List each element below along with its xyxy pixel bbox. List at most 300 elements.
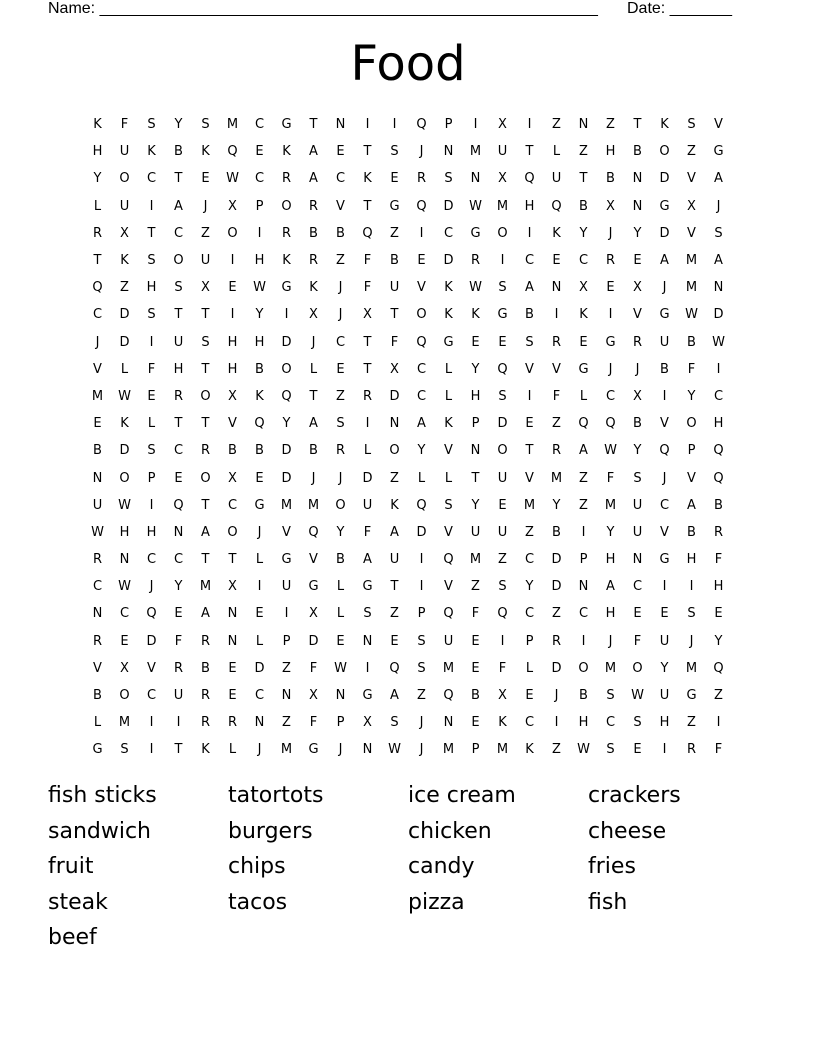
grid-letter: I <box>149 334 154 350</box>
grid-letter: T <box>363 198 372 214</box>
grid-letter: D <box>119 307 130 323</box>
grid-letter: L <box>552 144 561 160</box>
grid-letter: K <box>309 280 318 296</box>
grid-letter: O <box>200 388 211 404</box>
grid-letter: S <box>714 225 723 241</box>
grid-letter: T <box>471 470 480 486</box>
grid-letter: Q <box>308 524 319 540</box>
grid-letter: O <box>416 307 427 323</box>
grid-letter: A <box>714 171 723 187</box>
grid-letter: N <box>335 117 346 133</box>
grid-letter: I <box>581 633 586 649</box>
grid-letter: A <box>579 443 588 459</box>
grid-letter: C <box>605 715 616 731</box>
grid-letter: B <box>552 524 561 540</box>
grid-letter: L <box>363 443 372 459</box>
grid-letter: N <box>389 416 400 432</box>
grid-row <box>84 410 732 437</box>
grid-letter: J <box>257 742 262 758</box>
grid-letter: T <box>390 307 399 323</box>
grid-letter: B <box>93 443 102 459</box>
grid-letter: S <box>525 334 534 350</box>
grid-letter: C <box>443 225 454 241</box>
grid-letter: D <box>659 225 670 241</box>
grid-letter: D <box>389 388 400 404</box>
grid-letter: B <box>336 552 345 568</box>
grid-letter: B <box>579 198 588 214</box>
grid-letter: Q <box>605 416 616 432</box>
grid-letter: U <box>470 524 481 540</box>
grid-letter: J <box>662 470 667 486</box>
grid-letter: R <box>227 715 238 731</box>
grid-letter: B <box>579 688 588 704</box>
grid-letter: V <box>525 361 534 377</box>
grid-letter: J <box>662 280 667 296</box>
grid-letter: V <box>525 470 534 486</box>
grid-letter: T <box>201 552 210 568</box>
grid-letter: A <box>417 416 426 432</box>
grid-letter: I <box>365 660 370 676</box>
grid-letter: C <box>254 171 265 187</box>
grid-letter: J <box>149 579 154 595</box>
grid-row <box>84 682 732 709</box>
grid-letter: C <box>578 606 589 622</box>
grid-letter: U <box>551 171 562 187</box>
grid-letter: R <box>686 742 697 758</box>
grid-letter: U <box>173 688 184 704</box>
grid-letter: I <box>176 715 181 731</box>
grid-letter: J <box>608 633 613 649</box>
word-list-item: tatortots <box>228 783 324 808</box>
grid-letter: I <box>662 388 667 404</box>
grid-letter: D <box>659 171 670 187</box>
grid-letter: N <box>443 144 454 160</box>
grid-letter: X <box>363 307 372 323</box>
grid-letter: X <box>228 579 237 595</box>
grid-letter: B <box>687 524 696 540</box>
grid-letter: Q <box>146 606 157 622</box>
grid-letter: T <box>525 144 534 160</box>
grid-letter: I <box>392 117 397 133</box>
grid-letter: M <box>604 497 617 513</box>
grid-letter: X <box>498 171 507 187</box>
grid-letter: D <box>713 307 724 323</box>
word-list-item: ice cream <box>408 783 516 808</box>
grid-letter: N <box>443 715 454 731</box>
grid-letter: O <box>659 144 670 160</box>
grid-letter: V <box>444 524 453 540</box>
grid-letter: T <box>633 117 642 133</box>
grid-letter: V <box>93 361 102 377</box>
grid-letter: Z <box>390 470 399 486</box>
grid-letter: U <box>443 633 454 649</box>
grid-letter: M <box>118 715 131 731</box>
grid-letter: V <box>687 470 696 486</box>
grid-letter: A <box>714 253 723 269</box>
grid-letter: A <box>309 416 318 432</box>
grid-letter: K <box>282 144 291 160</box>
grid-letter: Z <box>201 225 210 241</box>
grid-letter: C <box>146 552 157 568</box>
grid-letter: G <box>659 552 670 568</box>
grid-letter: Z <box>336 253 345 269</box>
grid-letter: I <box>662 742 667 758</box>
grid-letter: S <box>498 579 507 595</box>
grid-letter: Z <box>390 225 399 241</box>
grid-letter: Q <box>443 552 454 568</box>
grid-letter: Z <box>579 497 588 513</box>
grid-letter: W <box>118 497 131 513</box>
grid-letter: B <box>714 497 723 513</box>
grid-letter: G <box>254 497 265 513</box>
grid-letter: K <box>660 117 669 133</box>
grid-letter: C <box>659 497 670 513</box>
grid-letter: T <box>525 443 534 459</box>
grid-letter: S <box>201 334 210 350</box>
grid-letter: H <box>470 388 481 404</box>
grid-letter: U <box>281 579 292 595</box>
grid-row <box>84 383 732 410</box>
grid-letter: T <box>201 361 210 377</box>
grid-letter: G <box>578 361 589 377</box>
grid-letter: A <box>390 524 399 540</box>
grid-letter: M <box>442 742 455 758</box>
grid-letter: K <box>390 497 399 513</box>
grid-letter: W <box>334 660 347 676</box>
grid-letter: Y <box>471 497 480 513</box>
grid-letter: I <box>149 715 154 731</box>
word-list-item: beef <box>48 925 97 951</box>
grid-letter: J <box>257 524 262 540</box>
word-list-item: fish <box>588 889 628 915</box>
grid-letter: S <box>498 280 507 296</box>
grid-letter: I <box>149 742 154 758</box>
grid-letter: C <box>524 606 535 622</box>
grid-letter: J <box>608 361 613 377</box>
grid-letter: N <box>92 470 103 486</box>
grid-letter: J <box>311 470 316 486</box>
grid-letter: N <box>632 552 643 568</box>
grid-letter: R <box>92 633 103 649</box>
grid-letter: G <box>443 334 454 350</box>
grid-row <box>84 628 732 655</box>
grid-letter: M <box>496 742 509 758</box>
grid-letter: A <box>606 579 615 595</box>
grid-letter: N <box>578 117 589 133</box>
grid-letter: B <box>201 660 210 676</box>
grid-letter: L <box>147 416 156 432</box>
grid-letter: L <box>255 633 264 649</box>
grid-letter: Q <box>416 198 427 214</box>
grid-letter: O <box>281 361 292 377</box>
grid-letter: F <box>309 715 318 731</box>
grid-letter: Q <box>443 688 454 704</box>
grid-letter: E <box>417 253 426 269</box>
grid-letter: G <box>659 198 670 214</box>
grid-letter: A <box>174 198 183 214</box>
grid-letter: C <box>146 688 157 704</box>
grid-letter: G <box>308 579 319 595</box>
grid-letter: I <box>419 579 424 595</box>
grid-letter: E <box>174 606 183 622</box>
grid-letter: C <box>227 497 238 513</box>
grid-letter: Y <box>552 497 561 513</box>
grid-letter: J <box>338 280 343 296</box>
word-list <box>48 778 768 956</box>
grid-letter: C <box>524 253 535 269</box>
grid-letter: C <box>254 688 265 704</box>
grid-letter: H <box>659 715 670 731</box>
grid-letter: I <box>527 117 532 133</box>
grid-letter: X <box>687 198 696 214</box>
grid-letter: Q <box>416 117 427 133</box>
grid-letter: N <box>551 280 562 296</box>
grid-letter: F <box>363 253 372 269</box>
grid-letter: R <box>605 253 616 269</box>
grid-letter: W <box>118 579 131 595</box>
grid-letter: I <box>662 579 667 595</box>
grid-letter: F <box>363 280 372 296</box>
grid-row <box>84 464 732 491</box>
grid-letter: K <box>444 307 453 323</box>
grid-letter: R <box>308 198 319 214</box>
grid-letter: K <box>525 742 534 758</box>
grid-letter: J <box>338 307 343 323</box>
grid-letter: F <box>363 524 372 540</box>
page-title: Food <box>350 36 466 92</box>
grid-letter: J <box>419 742 424 758</box>
grid-letter: D <box>443 253 454 269</box>
word-list-item: fries <box>588 854 636 880</box>
grid-letter: U <box>362 497 373 513</box>
grid-letter: M <box>685 253 698 269</box>
grid-letter: S <box>201 117 210 133</box>
grid-letter: I <box>554 715 559 731</box>
grid-letter: X <box>309 688 318 704</box>
grid-letter: H <box>146 280 157 296</box>
grid-letter: I <box>419 552 424 568</box>
grid-letter: H <box>578 715 589 731</box>
grid-letter: Y <box>633 225 642 241</box>
grid-letter: E <box>498 334 507 350</box>
grid-letter: R <box>200 688 211 704</box>
grid-letter: E <box>147 388 156 404</box>
grid-letter: R <box>281 225 292 241</box>
grid-letter: T <box>390 579 399 595</box>
grid-letter: A <box>363 552 372 568</box>
grid-letter: Z <box>336 388 345 404</box>
grid-letter: B <box>228 443 237 459</box>
grid-letter: D <box>281 443 292 459</box>
grid-letter: U <box>200 253 211 269</box>
grid-letter: L <box>228 742 237 758</box>
grid-letter: M <box>550 470 563 486</box>
grid-letter: I <box>284 307 289 323</box>
grid-letter: H <box>119 524 130 540</box>
grid-letter: O <box>497 443 508 459</box>
grid-letter: X <box>228 198 237 214</box>
grid-letter: H <box>227 334 238 350</box>
grid-letter: V <box>552 361 561 377</box>
grid-row <box>84 165 732 192</box>
grid-letter: S <box>147 253 156 269</box>
grid-letter: S <box>687 117 696 133</box>
grid-letter: V <box>282 524 291 540</box>
grid-letter: F <box>309 660 318 676</box>
grid-letter: E <box>93 416 102 432</box>
grid-letter: C <box>416 388 427 404</box>
grid-letter: E <box>525 416 534 432</box>
grid-letter: T <box>174 416 183 432</box>
grid-letter: R <box>200 633 211 649</box>
grid-letter: M <box>604 660 617 676</box>
grid-letter: J <box>419 715 424 731</box>
grid-letter: C <box>173 552 184 568</box>
grid-letter: U <box>659 633 670 649</box>
grid-letter: Z <box>579 144 588 160</box>
grid-letter: K <box>93 117 102 133</box>
grid-letter: B <box>390 253 399 269</box>
word-list-item: crackers <box>588 783 681 808</box>
grid-letter: I <box>500 253 505 269</box>
grid-letter: E <box>606 280 615 296</box>
grid-letter: E <box>390 171 399 187</box>
grid-letter: F <box>633 633 642 649</box>
grid-letter: K <box>444 416 453 432</box>
grid-letter: V <box>309 552 318 568</box>
grid-letter: S <box>390 715 399 731</box>
grid-letter: S <box>120 742 129 758</box>
grid-letter: V <box>444 579 453 595</box>
grid-letter: D <box>497 416 508 432</box>
grid-letter: A <box>525 280 534 296</box>
grid-letter: M <box>199 579 212 595</box>
grid-letter: M <box>685 660 698 676</box>
grid-letter: R <box>713 524 724 540</box>
grid-letter: E <box>660 606 669 622</box>
grid-letter: H <box>227 361 238 377</box>
grid-letter: N <box>119 552 130 568</box>
grid-letter: N <box>362 633 373 649</box>
grid-letter: E <box>471 633 480 649</box>
grid-letter: D <box>443 198 454 214</box>
grid-letter: I <box>257 579 262 595</box>
grid-letter: O <box>173 253 184 269</box>
grid-letter: R <box>470 253 481 269</box>
grid-letter: E <box>471 715 480 731</box>
word-list-item: burgers <box>228 818 313 844</box>
grid-letter: C <box>173 443 184 459</box>
grid-row <box>84 138 732 165</box>
grid-letter: I <box>716 715 721 731</box>
grid-row <box>84 111 732 138</box>
grid-letter: Q <box>416 497 427 513</box>
grid-letter: X <box>633 388 642 404</box>
grid-letter: D <box>119 334 130 350</box>
grid-letter: Y <box>606 524 615 540</box>
grid-letter: P <box>579 552 588 568</box>
grid-letter: S <box>444 171 453 187</box>
grid-letter: E <box>633 742 642 758</box>
grid-letter: J <box>338 470 343 486</box>
grid-row <box>84 709 732 736</box>
grid-letter: E <box>471 334 480 350</box>
grid-letter: F <box>147 361 156 377</box>
word-list-item: pizza <box>408 889 465 915</box>
grid-letter: N <box>470 171 481 187</box>
grid-letter: O <box>119 688 130 704</box>
grid-letter: L <box>93 715 102 731</box>
grid-letter: B <box>255 443 264 459</box>
grid-letter: U <box>119 144 130 160</box>
grid-letter: Q <box>173 497 184 513</box>
grid-letter: I <box>608 307 613 323</box>
grid-letter: Q <box>497 606 508 622</box>
word-search-grid <box>84 111 732 764</box>
grid-letter: Y <box>633 443 642 459</box>
grid-letter: L <box>120 361 129 377</box>
word-list-item: sandwich <box>48 818 151 844</box>
grid-letter: V <box>714 117 723 133</box>
grid-letter: N <box>632 198 643 214</box>
grid-letter: J <box>716 198 721 214</box>
grid-letter: I <box>365 117 370 133</box>
grid-letter: Z <box>390 606 399 622</box>
grid-letter: R <box>173 388 184 404</box>
grid-letter: I <box>473 117 478 133</box>
grid-letter: N <box>227 633 238 649</box>
grid-letter: H <box>605 144 616 160</box>
grid-letter: W <box>388 742 401 758</box>
grid-letter: K <box>552 225 561 241</box>
grid-letter: M <box>523 497 536 513</box>
grid-letter: D <box>551 660 562 676</box>
grid-letter: W <box>469 198 482 214</box>
grid-letter: G <box>686 688 697 704</box>
grid-letter: F <box>552 388 561 404</box>
grid-letter: C <box>524 552 535 568</box>
grid-letter: Y <box>714 633 723 649</box>
grid-letter: L <box>336 579 345 595</box>
grid-letter: B <box>660 361 669 377</box>
grid-letter: Q <box>443 606 454 622</box>
grid-letter: J <box>554 688 559 704</box>
grid-letter: P <box>282 633 291 649</box>
grid-letter: S <box>174 280 183 296</box>
grid-letter: M <box>226 117 239 133</box>
grid-letter: I <box>419 225 424 241</box>
grid-letter: D <box>146 633 157 649</box>
grid-letter: N <box>632 171 643 187</box>
grid-letter: G <box>308 742 319 758</box>
grid-letter: S <box>363 606 372 622</box>
grid-letter: Z <box>606 117 615 133</box>
grid-letter: X <box>390 361 399 377</box>
grid-letter: V <box>417 280 426 296</box>
grid-letter: Y <box>417 443 426 459</box>
grid-letter: X <box>579 280 588 296</box>
grid-letter: D <box>551 579 562 595</box>
grid-letter: O <box>119 470 130 486</box>
grid-letter: E <box>120 633 129 649</box>
grid-letter: K <box>363 171 372 187</box>
grid-letter: D <box>362 470 373 486</box>
grid-letter: M <box>280 742 293 758</box>
grid-letter: P <box>471 416 480 432</box>
grid-letter: G <box>605 334 616 350</box>
grid-letter: N <box>362 742 373 758</box>
grid-letter: Q <box>659 443 670 459</box>
